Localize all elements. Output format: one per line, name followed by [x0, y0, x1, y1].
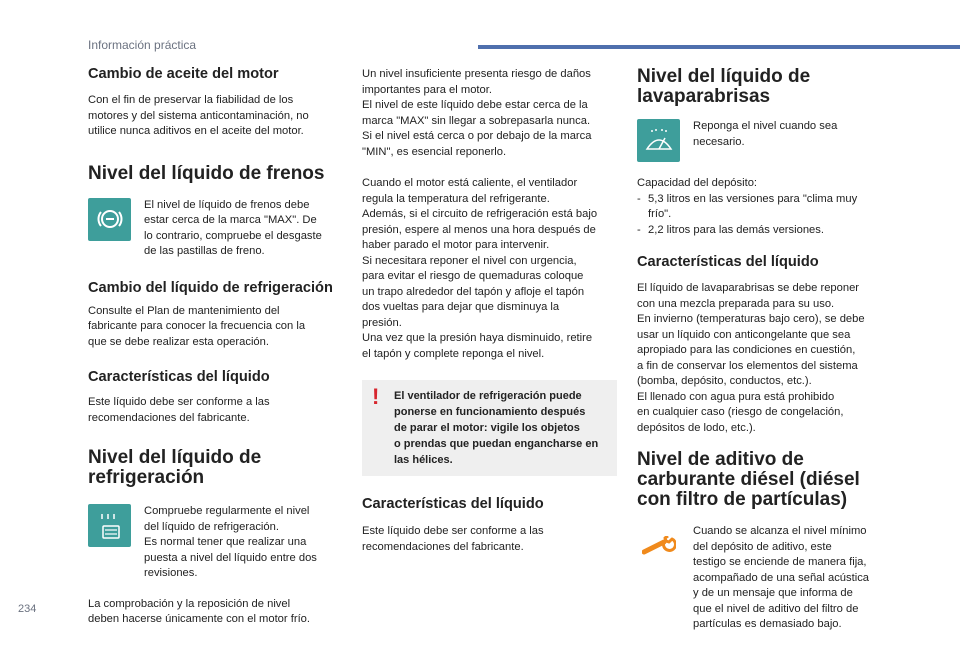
- wrench-service-icon: [637, 524, 680, 567]
- warning-exclamation-icon: !: [372, 384, 380, 409]
- oil-change-text: Con el fin de preservar la fiabilidad de los motores y del sistema anticontaminación, no utilice nunca aditivos en el aceite del motor.: [88, 94, 309, 137]
- insufficient-level-text: Un nivel insuficiente presenta riesgo de daños importantes para el motor. El nivel de este líquido debe estar cerca de la marca "MAX" sin llegar a sobrepasarla nunca. Si el nivel está cerca o por debajo de la marca "MIN", es esencial reponerlo.: [362, 68, 592, 158]
- diesel-additive-block: [637, 524, 887, 633]
- brake-fluid-heading: Nivel del líquido de frenos: [88, 162, 325, 184]
- list-item: [637, 223, 887, 239]
- oil-change-heading: Cambio de aceite del motor: [88, 66, 279, 82]
- header-accent-bar: [478, 45, 960, 49]
- washer-characteristics-text: El líquido de lavaparabrisas se debe reponer con una mezcla preparada para su uso. En invierno (temperaturas bajo cero), se debe usar un líquido con anticongelante que sea apropiado para las condiciones en cuestión, a fin de conservar los elementos del sistema (bomba, depósito, conductos, etc.). El llenado con agua pura está prohibido en cualquier caso (riesgo de congelación, depósitos de lodo, etc.).: [637, 282, 865, 434]
- column-right: [637, 67, 887, 633]
- section-header: Información práctica: [88, 38, 197, 52]
- capacity-list: [637, 192, 887, 239]
- fan-warning-text: El ventilador de refrigeración puede ponerse en funcionamiento después de parar el motor: vigile los objetos o prendas que puedan engancharse en las hélices.: [394, 390, 599, 466]
- fan-warning-box: [362, 380, 617, 476]
- windscreen-washer-icon: [637, 119, 680, 162]
- fluid-characteristics-text-2: Este líquido debe ser conforme a las recomendaciones del fabricante.: [362, 525, 544, 553]
- column-left: [88, 66, 338, 628]
- coolant-level-icon: [88, 504, 131, 547]
- washer-fluid-heading: Nivel del líquido de lavaparabrisas: [637, 66, 811, 107]
- capacity-label: Capacidad del depósito:: [637, 177, 758, 189]
- fluid-characteristics-heading: Características del líquido: [88, 369, 270, 385]
- coolant-level-block: [88, 504, 338, 582]
- fluid-characteristics-heading-2: Características del líquido: [362, 496, 544, 512]
- list-item-text: 2,2 litros para las demás versiones.: [648, 223, 824, 236]
- diesel-additive-text: Cuando se alcanza el nivel mínimo del depósito de aditivo, este testigo se enciende de manera fija, acompañado de una señal acústica y de un mensaje que informa de que el nivel de aditivo del filtro de partículas es demasiado bajo.: [693, 525, 870, 630]
- coolant-check-text: La comprobación y la reposición de nivel deben hacerse únicamente con el motor frío.: [88, 597, 311, 625]
- washer-characteristics-heading: Características del líquido: [637, 254, 819, 270]
- coolant-level-text: Compruebe regularmente el nivel del líquido de refrigeración. Es normal tener que realizar una puesta a nivel del líquido entre dos revisiones.: [144, 505, 317, 579]
- list-dash: -: [637, 223, 641, 236]
- coolant-change-text: Consulte el Plan de mantenimiento del fabricante para conocer la frecuencia con la que se debe realizar esta operación.: [88, 304, 306, 348]
- list-item: [637, 192, 887, 223]
- washer-fluid-text: Reponga el nivel cuando sea necesario.: [693, 120, 838, 148]
- list-dash: -: [637, 192, 641, 205]
- page-number: 234: [18, 603, 37, 615]
- column-middle: [362, 67, 617, 555]
- washer-fluid-block: [637, 119, 887, 162]
- diesel-additive-heading: Nivel de aditivo de carburante diésel (diésel con filtro de partículas): [637, 449, 860, 510]
- brake-fluid-text: El nivel de líquido de frenos debe estar cerca de la marca "MAX". De lo contrario, compruebe el desgaste de las pastillas de freno.: [144, 198, 322, 257]
- brake-warning-icon: [88, 198, 131, 241]
- coolant-change-heading: Cambio del líquido de refrigeración: [88, 279, 333, 296]
- hot-engine-text: Cuando el motor está caliente, el ventilador regula la temperatura del refrigerante. Además, si el circuito de refrigeración está bajo presión, espere al menos una hora después de haber parado el motor para intervenir. Si necesitara reponer el nivel con urgencia, para evitar el riesgo de quemaduras coloque un trapo alrededor del tapón y afloje el tapón dos vueltas para dejar que disminuya la presión. Una vez que la presión haya disminuido, retire el tapón y complete reponga el nivel.: [362, 177, 598, 360]
- coolant-level-heading: Nivel del líquido de refrigeración: [88, 447, 262, 488]
- fluid-characteristics-text: Este líquido debe ser conforme a las recomendaciones del fabricante.: [88, 396, 270, 424]
- list-item-text: 5,3 litros en las versiones para "clima muy frío".: [648, 192, 858, 220]
- brake-fluid-block: [88, 198, 338, 260]
